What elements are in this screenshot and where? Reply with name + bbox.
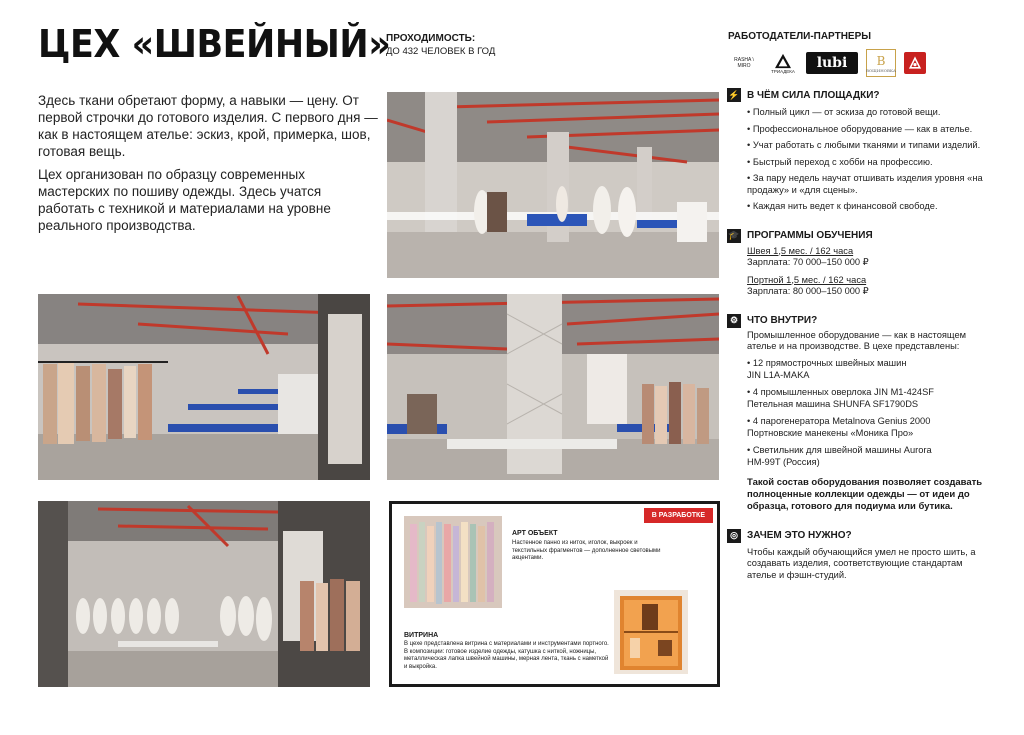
strength-item: • Полный цикл — от эскиза до готовой вещи.	[747, 107, 991, 119]
partners-block	[728, 31, 1018, 78]
why-section	[727, 529, 991, 582]
traffic-label: ПРОХОДИМОСТЬ:	[386, 33, 476, 44]
partner-logos	[728, 48, 1018, 78]
right-column	[727, 88, 991, 581]
partners-label: РАБОТОДАТЕЛИ-ПАРТНЕРЫ	[728, 31, 872, 42]
showcase-image	[614, 590, 688, 674]
strength-title: В ЧЁМ СИЛА ПЛОЩАДКИ?	[747, 89, 880, 101]
equipment-item: • Светильник для швейной машины Aurora	[747, 445, 991, 457]
why-text: Чтобы каждый обучающийся умел не просто шить, а создавать изделия, соответствующие стандартам ателье и фэшн-студий.	[747, 546, 976, 580]
equipment-item: • 4 парогенератора Metalnova Genius 2000	[747, 416, 991, 428]
program-link-tailor[interactable]: Портной 1,5 мес. / 162 часа	[747, 274, 867, 285]
partner-logo-b-letter: B	[876, 53, 886, 68]
intro-paragraph-1: Здесь ткани обретают форму, а навыки — цену. От первой строчки до готового изделия. С первого дня — как в настоящем ателье: эскиз, крой, примерка, шов, готовая вещь.	[38, 93, 378, 159]
partner-logo-voshchinovka-text: ВОЩИНОВКА	[865, 67, 897, 73]
page-title: ЦЕХ «ШВЕЙНЫЙ»	[38, 22, 391, 66]
partner-logo-voshchinovka	[866, 49, 896, 77]
program-link-seamstress[interactable]: Швея 1,5 мес. / 162 часа	[747, 245, 854, 256]
equipment-item-detail: Портновские манекены «Моника Про»	[747, 428, 914, 438]
art-object-image	[404, 516, 502, 608]
partner-logo-triadeka-text: ТРИАДЕКА	[771, 68, 795, 74]
workshop-photo-3	[387, 294, 719, 480]
showcase-title: ВИТРИНА	[404, 632, 439, 639]
inside-title: ЧТО ВНУТРИ?	[747, 315, 818, 326]
equipment-item-detail: HM-99T (Россия)	[747, 457, 820, 467]
partner-logo-red-icon	[904, 52, 926, 74]
intro-paragraph-2: Цех организован по образцу современных мастерских по пошиву одежды. Здесь учатся работать с техникой и материалами на уровне реального производства.	[38, 167, 331, 233]
lightning-icon: ⚡	[727, 88, 741, 102]
inside-section	[727, 314, 991, 513]
in-development-panel	[389, 501, 720, 687]
partner-logo-rasha: RASHA \ MIRO	[734, 57, 754, 69]
programs-section	[727, 229, 991, 298]
strength-section	[727, 88, 991, 213]
strength-item: • Быстрый переход с хобби на профессию.	[747, 157, 991, 169]
equipment-note: Такой состав оборудования позволяет создавать полноценные коллекции одежды — от идеи до образца, готового для подиума или бутика.	[747, 476, 983, 512]
program-salary: Зарплата: 80 000–150 000 ₽	[747, 286, 869, 296]
workshop-photo-4	[38, 501, 370, 687]
equipment-item-detail: JIN L1A-MAKA	[747, 370, 810, 380]
traffic-value: ДО 432 ЧЕЛОВЕК В ГОД	[386, 46, 496, 57]
inside-lead: Промышленное оборудование — как в настоящем ателье и на производстве. В цехе представлены:	[747, 329, 967, 351]
partner-logo-lubi: lubi	[806, 52, 858, 74]
art-object-description: Настенное панно из ниток, иголок, выкроек и текстильных фрагментов — дополненное световыми акцентами.	[512, 540, 661, 561]
partner-logo-triadeka	[768, 50, 798, 76]
program-salary: Зарплата: 70 000–150 000 ₽	[747, 257, 869, 267]
workshop-photo-1	[387, 92, 719, 278]
why-title: ЗАЧЕМ ЭТО НУЖНО?	[747, 530, 852, 541]
equipment-item: • 12 прямострочных швейных машин	[747, 358, 991, 370]
strength-item: • Учат работать с любыми тканями и типами изделий.	[747, 140, 991, 152]
gear-icon: ⚙	[727, 314, 741, 328]
target-icon: ◎	[727, 529, 741, 543]
equipment-item-detail: Петельная машина SHUNFA SF1790DS	[747, 399, 919, 409]
traffic-block	[386, 33, 495, 57]
workshop-photo-2	[38, 294, 370, 480]
equipment-item: • 4 промышленных оверлока JIN M1-424SF	[747, 387, 991, 399]
strength-item: • За пару недель научат отшивать изделия уровня «на продажу» и «для сцены».	[747, 173, 991, 196]
programs-title: ПРОГРАММЫ ОБУЧЕНИЯ	[747, 230, 873, 241]
intro-text	[38, 92, 378, 240]
graduation-cap-icon: 🎓	[727, 229, 741, 243]
art-object-title: АРТ ОБЪЕКТ	[512, 530, 558, 537]
strength-item: • Профессиональное оборудование — как в ателье.	[747, 124, 991, 136]
strength-item: • Каждая нить ведет к финансовой свободе.	[747, 201, 991, 213]
showcase-description: В цехе представлена витрина с материалами и инструментами портного. В композиции: готовое изделие одежды, катушка с ниткой, ножницы, металлическая лапка швейной машины, мерная лента, ткань с наметкой и выкройка.	[404, 641, 609, 670]
triangle-logo-icon	[774, 53, 792, 69]
in-development-badge: В РАЗРАБОТКЕ	[644, 508, 713, 523]
